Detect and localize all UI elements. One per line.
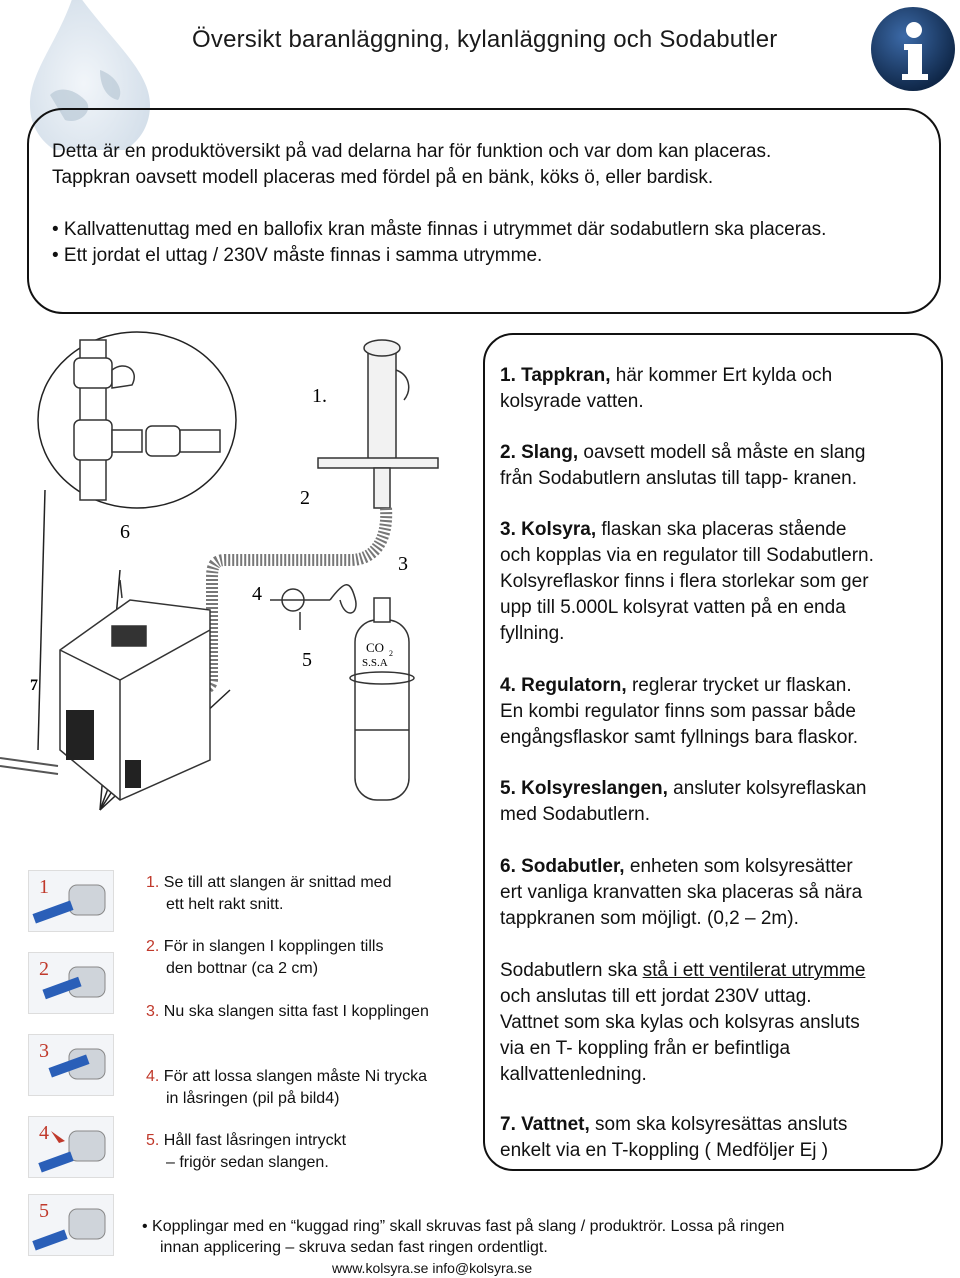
step-5-image-number: 5 [39, 1200, 49, 1222]
label-2: 2 [300, 487, 310, 509]
footer-note [142, 1216, 942, 1258]
item-slang [500, 440, 940, 492]
step-1-text [146, 872, 476, 916]
item-kolsyreslangen [500, 776, 940, 828]
placement-text-1: Sodabutlern ska [500, 960, 643, 981]
footer-line-1: • Kopplingar med en “kuggad ring” skall skruvas fast på slang / produktrör. Lossa på ringen [142, 1218, 785, 1235]
item-3-text-5: fyllning. [500, 623, 565, 644]
step-2-image-number: 2 [39, 958, 49, 980]
step-5-line-2: – frigör sedan slangen. [166, 1154, 329, 1171]
item-6-text: enheten som kolsyresätter [624, 856, 853, 877]
item-1-text-2: kolsyrade vatten. [500, 391, 644, 412]
placement-note [500, 958, 940, 1088]
item-2-text-2: från Sodabutlern anslutas till tapp- kranen. [500, 468, 857, 489]
item-3-text-4: upp till 5.000L kolsyrat vatten på en enda [500, 597, 846, 618]
step-3-image-number: 3 [39, 1040, 49, 1062]
step-1-image-number: 1 [39, 876, 49, 898]
item-4-text-3: engångsflaskor samt fyllnings bara flaskor. [500, 727, 859, 748]
label-1: 1. [312, 385, 327, 407]
item-5-name: Kolsyreslangen, [521, 778, 668, 799]
item-5-num: 5. [500, 778, 522, 799]
step-5-text [146, 1130, 476, 1174]
item-2-num: 2. [500, 442, 522, 463]
item-kolsyra [500, 517, 940, 647]
step-1-line-1: Se till att slangen är snittad med [159, 874, 392, 891]
step-4-number: 4. [146, 1068, 160, 1085]
intro-line-1: Detta är en produktöversikt på vad delarna har för funktion och var dom kan placeras. [52, 141, 772, 162]
intro-box [27, 108, 941, 314]
item-3-text-3: Kolsyreflaskor finns i flera storlekar som ger [500, 571, 869, 592]
item-3-text: flaskan ska placeras stående [596, 519, 847, 540]
placement-text-5: kallvattenledning. [500, 1064, 647, 1085]
contact-info: www.kolsyra.se info@kolsyra.se [332, 1260, 533, 1276]
label-6: 6 [120, 521, 130, 543]
item-6-name: Sodabutler, [521, 856, 625, 877]
step-1-number: 1. [146, 874, 160, 891]
item-vattnet [500, 1112, 940, 1164]
co2-label: CO [366, 640, 385, 655]
item-1-name: Tappkran, [521, 365, 611, 386]
item-1-text: här kommer Ert kylda och [610, 365, 833, 386]
label-7: 7 [30, 677, 38, 694]
item-7-name: Vattnet, [521, 1114, 590, 1135]
step-2-line-2: den bottnar (ca 2 cm) [166, 960, 319, 977]
step-3-image [28, 1034, 114, 1096]
placement-text-4: via en T- koppling från er befintliga [500, 1038, 791, 1059]
placement-text-2: och anslutas till ett jordat 230V uttag. [500, 986, 812, 1007]
item-1-num: 1. [500, 365, 522, 386]
item-4-name: Regulatorn, [521, 675, 627, 696]
step-2-line-1: För in slangen I kopplingen tills [159, 938, 384, 955]
item-6-text-3: tappkranen som möjligt. (0,2 – 2m). [500, 908, 799, 929]
item-4-text: reglerar trycket ur flaskan. [626, 675, 852, 696]
label-3: 3 [398, 553, 408, 575]
step-2-image [28, 952, 114, 1014]
step-3-line-1: Nu ska slangen sitta fast I kopplingen [159, 1003, 429, 1020]
step-4-line-2: in låsringen (pil på bild4) [166, 1090, 340, 1107]
placement-text-3: Vattnet som ska kylas och kolsyras ansluts [500, 1012, 860, 1033]
t-coupling-detail [38, 332, 236, 508]
step-4-line-1: För att lossa slangen måste Ni trycka [159, 1068, 427, 1085]
step-4-text [146, 1066, 476, 1110]
item-2-text: oavsett modell så måste en slang [578, 442, 866, 463]
intro-line-2: Tappkran oavsett modell placeras med fördel på en bänk, köks ö, eller bardisk. [52, 167, 714, 188]
step-1-line-2: ett helt rakt snitt. [166, 896, 284, 913]
step-2-text [146, 936, 476, 980]
step-5-number: 5. [146, 1132, 160, 1149]
ssa-label: S.S.A [362, 657, 388, 669]
step-5-line-1: Håll fast låsringen intryckt [159, 1132, 347, 1149]
item-tappkran [500, 363, 940, 415]
step-3-text [146, 1001, 476, 1023]
info-icon [868, 4, 958, 94]
label-4: 4 [252, 583, 262, 605]
item-3-name: Kolsyra, [521, 519, 597, 540]
co2-subscript: 2 [389, 649, 393, 658]
label-5: 5 [302, 649, 312, 671]
item-regulator [500, 673, 940, 751]
item-5-text: ansluter kolsyreflaskan [667, 778, 867, 799]
item-5-text-2: med Sodabutlern. [500, 804, 650, 825]
page-title: Översikt baranläggning, kylanläggning och Sodabutler [192, 26, 778, 53]
item-3-num: 3. [500, 519, 522, 540]
item-4-text-2: En kombi regulator finns som passar både [500, 701, 856, 722]
step-1-image [28, 870, 114, 932]
intro-bullet-1: • Kallvattenuttag med en ballofix kran måste finnas i utrymmet där sodabutlern ska placeras. [52, 219, 827, 240]
item-4-num: 4. [500, 675, 522, 696]
item-7-text-2: enkelt via en T-koppling ( Medföljer Ej ) [500, 1140, 829, 1161]
item-7-text: som ska kolsyresättas ansluts [589, 1114, 848, 1135]
step-4-image-number: 4 [39, 1122, 49, 1144]
item-sodabutler [500, 854, 940, 932]
step-5-image [28, 1194, 114, 1256]
step-4-image [28, 1116, 114, 1178]
step-2-number: 2. [146, 938, 160, 955]
item-2-name: Slang, [521, 442, 579, 463]
item-3-text-2: och kopplas via en regulator till Sodabutlern. [500, 545, 874, 566]
intro-bullet-2: • Ett jordat el uttag / 230V måste finnas i samma utrymme. [52, 245, 543, 266]
footer-line-2: innan applicering – skruva sedan fast ringen ordentligt. [160, 1239, 548, 1256]
item-6-num: 6. [500, 856, 522, 877]
step-3-number: 3. [146, 1003, 160, 1020]
item-6-text-2: ert vanliga kranvatten ska placeras så nära [500, 882, 863, 903]
placement-underlined: stå i ett ventilerat utrymme [642, 960, 866, 981]
installation-diagram [0, 330, 480, 850]
item-7-num: 7. [500, 1114, 522, 1135]
